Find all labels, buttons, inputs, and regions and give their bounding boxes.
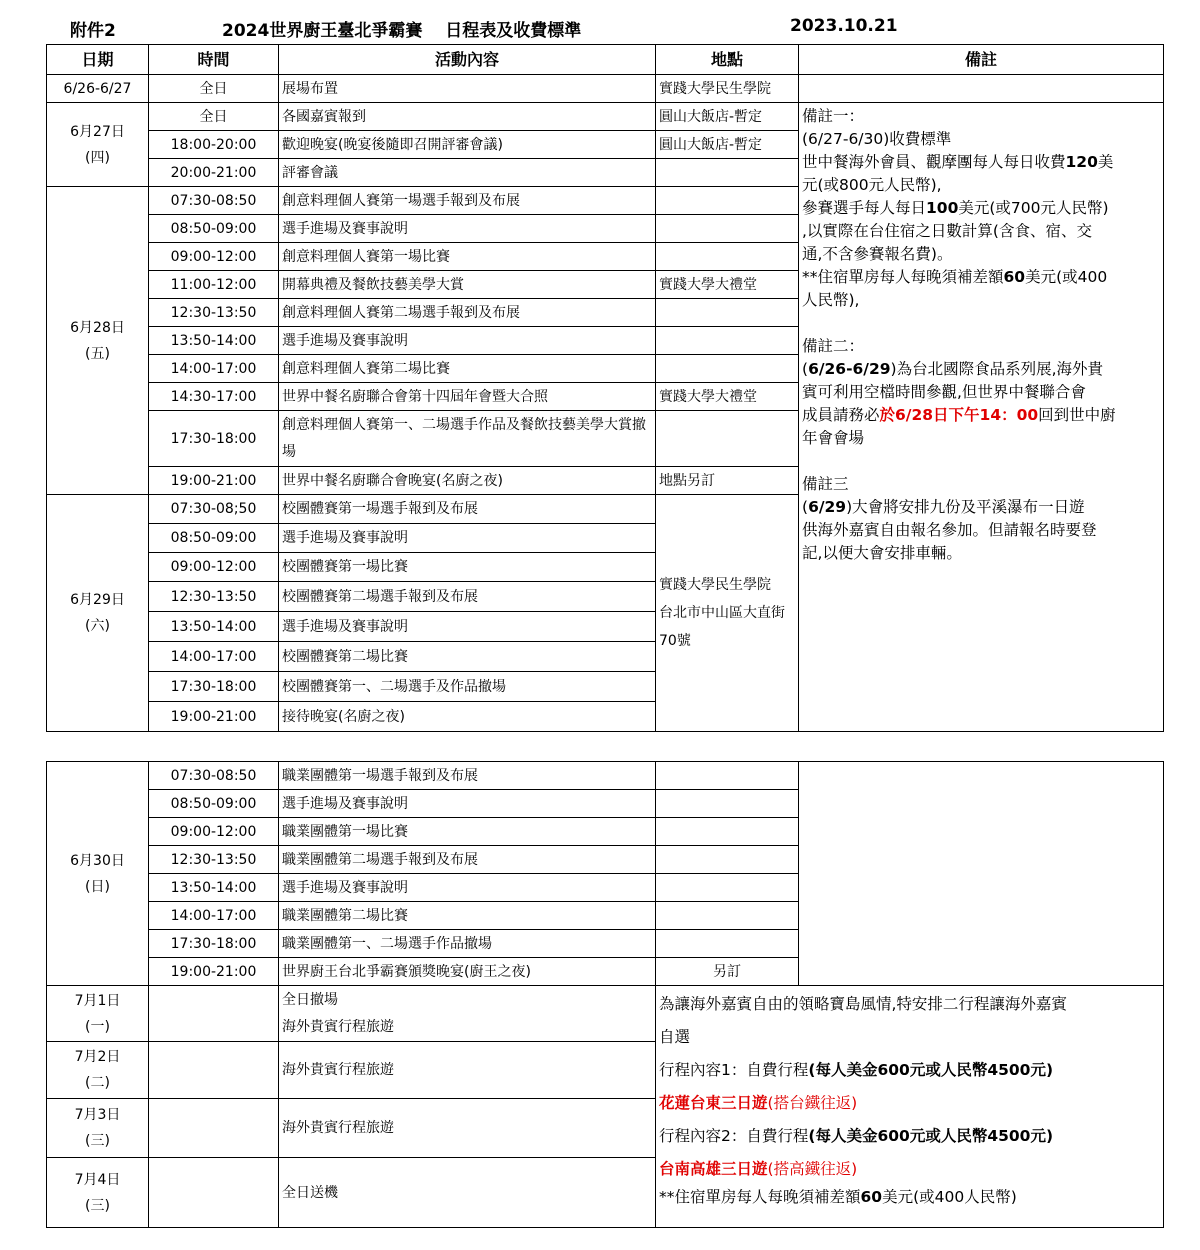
venue-cell	[656, 846, 799, 874]
venue-cell: 實踐大學大禮堂	[656, 271, 799, 299]
activity-cell: 世界廚王台北爭霸賽頒獎晚宴(廚王之夜)	[279, 958, 656, 986]
activity-cell: 開幕典禮及餐飲技藝美學大賞	[279, 271, 656, 299]
date-cell-0704	[47, 1158, 149, 1228]
time-cell: 07:30-08;50	[149, 495, 279, 524]
table-row	[47, 75, 1164, 103]
venue-cell	[656, 355, 799, 383]
activity-cell: 全日送機	[279, 1158, 656, 1228]
note-3-line: 記,以便大會安排車輛。	[802, 544, 962, 562]
activity-cell: 職業團體第二場選手報到及布展	[279, 846, 656, 874]
venue-cell: 圓山大飯店-暫定	[656, 103, 799, 131]
col-header-time: 時間	[149, 45, 279, 75]
venue-cell	[656, 790, 799, 818]
time-cell: 19:00-21:00	[149, 958, 279, 986]
weekday-label: (一)	[85, 1018, 110, 1035]
notes-cell-empty	[799, 762, 1164, 986]
note-1-line: 元(或800元人民幣),	[802, 176, 942, 194]
time-cell: 全日	[149, 75, 279, 103]
time-cell: 13:50-14:00	[149, 327, 279, 355]
note-1-line: **住宿單房每人每晚須補差額60美元(或400	[802, 268, 1108, 286]
document-date: 2023.10.21	[790, 16, 898, 36]
date-label: 6月30日	[70, 852, 125, 869]
activity-cell: 選手進場及賽事說明	[279, 215, 656, 243]
time-cell: 07:30-08:50	[149, 762, 279, 790]
time-cell: 13:50-14:00	[149, 874, 279, 902]
activity-cell: 校團體賽第二場選手報到及布展	[279, 582, 656, 612]
note-3-line: 供海外嘉賓自由報名參加。但請報名時要登	[802, 521, 1097, 539]
activity-cell: 創意料理個人賽第二場選手報到及布展	[279, 299, 656, 327]
venue-line: 70號	[659, 633, 691, 649]
time-cell: 全日	[149, 103, 279, 131]
time-cell	[149, 986, 279, 1042]
time-cell: 09:00-12:00	[149, 553, 279, 582]
date-cell-0703	[47, 1099, 149, 1158]
tour-option-2: 行程內容2：自費行程(每人美金600元或人民幣4500元)	[659, 1127, 1054, 1145]
note-2-line: 成員請務必於6/28日下午14：00回到世中廚	[802, 406, 1116, 424]
time-cell: 20:00-21:00	[149, 159, 279, 187]
notes-panel	[799, 103, 1164, 732]
activity-cell: 世界中餐名廚聯合會晚宴(名廚之夜)	[279, 467, 656, 495]
venue-line: 實踐大學民生學院	[659, 577, 771, 593]
time-cell: 17:30-18:00	[149, 930, 279, 958]
weekday-label: (三)	[85, 1133, 110, 1149]
activity-cell: 接待晚宴(名廚之夜)	[279, 702, 656, 732]
time-cell: 08:50-09:00	[149, 790, 279, 818]
venue-cell	[656, 215, 799, 243]
table-header-row	[47, 45, 1164, 75]
table-row	[47, 103, 1164, 131]
tour-options-panel	[656, 986, 1164, 1228]
col-header-date: 日期	[47, 45, 149, 75]
note-3-title: 備註三	[802, 475, 849, 493]
time-cell	[149, 1042, 279, 1099]
venue-cell	[656, 874, 799, 902]
activity-cell: 世界中餐名廚聯合會第十四屆年會暨大合照	[279, 383, 656, 411]
col-header-activity: 活動內容	[279, 45, 656, 75]
weekday-label: (六)	[85, 618, 110, 634]
time-cell: 14:00-17:00	[149, 902, 279, 930]
venue-cell	[656, 902, 799, 930]
date-label: 7月4日	[74, 1171, 121, 1188]
time-cell: 18:00-20:00	[149, 131, 279, 159]
venue-cell: 實踐大學民生學院	[656, 75, 799, 103]
date-cell-0702	[47, 1042, 149, 1099]
date-label: 6月28日	[70, 319, 125, 336]
schedule-table-main	[46, 44, 1164, 732]
date-cell-0701	[47, 986, 149, 1042]
note-1-title: 備註一：	[802, 107, 865, 125]
time-cell: 08:50-09:00	[149, 215, 279, 243]
weekday-label: (四)	[85, 149, 110, 166]
venue-line: 台北市中山區大直街	[659, 605, 785, 621]
activity-cell: 海外貴賓行程旅遊	[279, 1099, 656, 1158]
venue-cell: 地點另訂	[656, 467, 799, 495]
tour-intro: 為讓海外嘉賓自由的領略寶島風情,特安排二行程讓海外嘉賓	[659, 995, 1067, 1013]
note-1-line: ,以實際在台住宿之日數計算(含食、宿、交	[802, 222, 1092, 240]
date-label: 7月3日	[74, 1107, 121, 1123]
note-3-line: (6/29)大會將安排九份及平溪瀑布一日遊	[802, 498, 1085, 516]
venue-cell	[656, 762, 799, 790]
activity-cell: 職業團體第二場比賽	[279, 902, 656, 930]
activity-cell: 校團體賽第二場比賽	[279, 642, 656, 672]
time-cell: 11:00-12:00	[149, 271, 279, 299]
venue-cell: 另訂	[656, 958, 799, 986]
activity-cell: 創意料理個人賽第一場選手報到及布展	[279, 187, 656, 215]
weekday-label: (二)	[85, 1075, 110, 1091]
time-cell: 13:50-14:00	[149, 612, 279, 642]
date-cell-0627	[47, 103, 149, 187]
col-header-venue: 地點	[656, 45, 799, 75]
time-cell: 17:30-18:00	[149, 672, 279, 702]
note-1-line: (6/27-6/30)收費標準	[802, 130, 952, 148]
date-cell-0630	[47, 762, 149, 986]
venue-cell: 圓山大飯店-暫定	[656, 131, 799, 159]
tour-intro: 自選	[659, 1028, 691, 1046]
venue-cell	[656, 243, 799, 271]
activity-cell: 評審會議	[279, 159, 656, 187]
venue-cell	[656, 159, 799, 187]
schedule-table-continued	[46, 761, 1164, 1228]
activity-cell: 選手進場及賽事說明	[279, 790, 656, 818]
date-cell-0629	[47, 495, 149, 732]
activity-cell: 職業團體第一場選手報到及布展	[279, 762, 656, 790]
activity-cell: 選手進場及賽事說明	[279, 612, 656, 642]
notes-cell-empty	[799, 75, 1164, 103]
venue-cell	[656, 327, 799, 355]
time-cell	[149, 1099, 279, 1158]
tour-option-1: 行程內容1：自費行程(每人美金600元或人民幣4500元)	[659, 1061, 1054, 1079]
date-label: 6月29日	[70, 592, 125, 608]
weekday-label: (五)	[85, 345, 110, 362]
activity-line: 全日撤場	[282, 991, 338, 1008]
tour-option-2-route: 台南高雄三日遊(搭高鐵往返)	[659, 1160, 858, 1178]
activity-cell: 校團體賽第一場比賽	[279, 553, 656, 582]
venue-cell	[656, 930, 799, 958]
note-2-title: 備註二：	[802, 337, 865, 355]
time-cell: 14:30-17:00	[149, 383, 279, 411]
activity-cell	[279, 986, 656, 1042]
note-2-line: 賓可利用空檔時間參觀,但世界中餐聯合會	[802, 383, 1086, 401]
date-cell-0628	[47, 187, 149, 495]
activity-cell: 歡迎晚宴(晚宴後隨即召開評審會議)	[279, 131, 656, 159]
time-cell: 14:00-17:00	[149, 642, 279, 672]
time-cell: 17:30-18:00	[149, 411, 279, 467]
date-label: 7月1日	[74, 992, 121, 1009]
date-label: 6月27日	[70, 123, 125, 140]
time-cell: 12:30-13:50	[149, 582, 279, 612]
venue-cell: 實踐大學大禮堂	[656, 383, 799, 411]
activity-cell: 各國嘉賓報到	[279, 103, 656, 131]
activity-cell: 創意料理個人賽第一場比賽	[279, 243, 656, 271]
activity-line: 海外貴賓行程旅遊	[282, 1018, 394, 1035]
time-cell: 19:00-21:00	[149, 467, 279, 495]
venue-cell-0629	[656, 495, 799, 732]
venue-cell	[656, 818, 799, 846]
tour-option-1-route: 花蓮台東三日遊(搭台鐵往返)	[659, 1094, 858, 1112]
tour-footnote: **住宿單房每人每晚須補差額60美元(或400人民幣)	[659, 1188, 1017, 1206]
activity-cell: 職業團體第一場比賽	[279, 818, 656, 846]
activity-cell: 創意料理個人賽第二場比賽	[279, 355, 656, 383]
time-cell: 12:30-13:50	[149, 846, 279, 874]
activity-cell: 展場布置	[279, 75, 656, 103]
activity-cell: 海外貴賓行程旅遊	[279, 1042, 656, 1099]
document-header	[0, 12, 1200, 40]
note-1-line: 世中餐海外會員、觀摩團每人每日收費120美	[802, 153, 1114, 171]
note-2-line: (6/26-6/29)為台北國際食品系列展,海外貴	[802, 360, 1104, 378]
activity-cell: 創意料理個人賽第一、二場選手作品及餐飲技藝美學大賞撤場	[279, 411, 656, 467]
time-cell: 14:00-17:00	[149, 355, 279, 383]
document-title: 2024世界廚王臺北爭霸賽 日程表及收費標準	[222, 21, 582, 41]
table-row	[47, 986, 1164, 1042]
note-1-line: 通,不含參賽報名費)。	[802, 245, 953, 263]
activity-cell: 選手進場及賽事說明	[279, 874, 656, 902]
weekday-label: (日)	[85, 878, 110, 895]
weekday-label: (三)	[85, 1197, 110, 1214]
venue-cell	[656, 299, 799, 327]
time-cell: 09:00-12:00	[149, 818, 279, 846]
note-2-line: 年會會場	[802, 429, 865, 447]
activity-cell: 選手進場及賽事說明	[279, 524, 656, 553]
date-label: 7月2日	[74, 1049, 121, 1065]
time-cell: 07:30-08:50	[149, 187, 279, 215]
time-cell: 09:00-12:00	[149, 243, 279, 271]
note-1-line: 人民幣),	[802, 291, 860, 309]
attachment-label: 附件2	[70, 21, 116, 41]
note-1-line: 參賽選手每人每日100美元(或700元人民幣)	[802, 199, 1109, 217]
time-cell: 08:50-09:00	[149, 524, 279, 553]
activity-cell: 校團體賽第一場選手報到及布展	[279, 495, 656, 524]
activity-cell: 職業團體第一、二場選手作品撤場	[279, 930, 656, 958]
venue-cell	[656, 411, 799, 467]
date-cell: 6/26-6/27	[47, 75, 149, 103]
time-cell	[149, 1158, 279, 1228]
time-cell: 19:00-21:00	[149, 702, 279, 732]
activity-cell: 校團體賽第一、二場選手及作品撤場	[279, 672, 656, 702]
activity-cell: 選手進場及賽事說明	[279, 327, 656, 355]
time-cell: 12:30-13:50	[149, 299, 279, 327]
table-row	[47, 762, 1164, 790]
venue-cell	[656, 187, 799, 215]
col-header-notes: 備註	[799, 45, 1164, 75]
